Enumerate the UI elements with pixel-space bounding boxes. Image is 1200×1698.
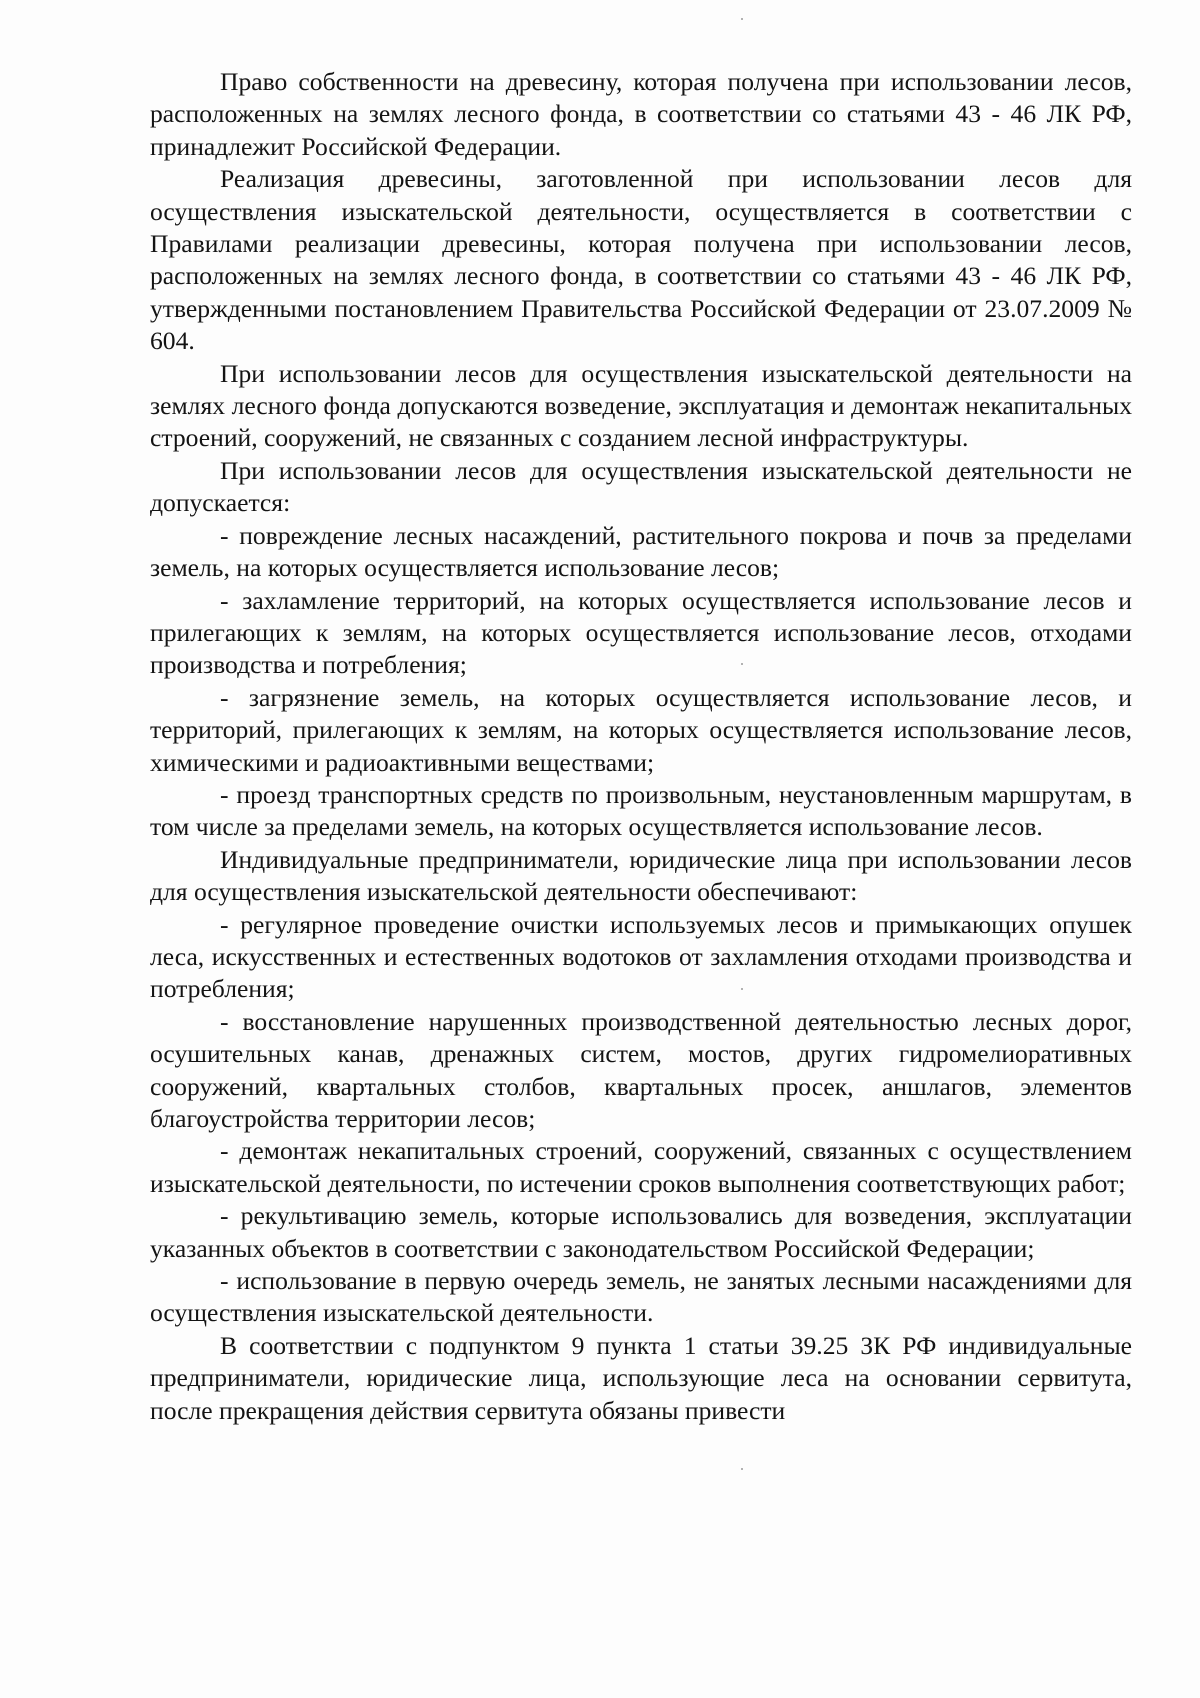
scan-speck: [741, 18, 743, 20]
paragraph-servitude: В соответствии с подпунктом 9 пункта 1 статьи 39.25 ЗК РФ индивидуальные предприниматели, юридические лица, использующие леса на основании сервитута, после прекращения действия сервитута обязаны привести: [150, 1330, 1132, 1425]
paragraph-timber-ownership: Право собственности на древесину, которая получена при использовании лесов, расположенных на землях лесного фонда, в соответствии со статьями 43 - 46 ЛК РФ, принадлежит Российской Федерации.: [150, 67, 1132, 161]
paragraph-timber-sale: Реализация древесины, заготовленной при использовании лесов для осуществления изыскательской деятельности, осуществляется в соответствии с Правилами реализации древесины, которая получена при использовании лесов, расположенных на землях лесного фонда, в соответствии со статьями 43 - 46 ЛК РФ, утвержденными постановлением Правительства Российской Федерации от 23.07.2009 № 604.: [150, 164, 1132, 356]
list-item-obligation: - регулярное проведение очистки используемых лесов и примыкающих опушек леса, искусственных и естественных водотоков от захламления отходами производства и потребления;: [150, 909, 1132, 1004]
list-item-obligation: - использование в первую очередь земель, не занятых лесными насаждениями для осуществления изыскательской деятельности.: [150, 1266, 1132, 1328]
list-item-prohibition: - загрязнение земель, на которых осуществляется использование лесов, и территорий, прилегающих к землям, на которых осуществляется использование лесов, химическими и радиоактивными веществами;: [150, 682, 1132, 777]
list-item-prohibition: - захламление территорий, на которых осуществляется использование лесов и прилегающих к землям, на которых осуществляется использование лесов, отходами производства и потребления;: [150, 585, 1132, 680]
paragraph-allowed-structures: При использовании лесов для осуществления изыскательской деятельности на землях лесного фонда допускаются возведение, эксплуатация и демонтаж некапитальных строений, сооружений, не связанных с созданием лесной инфраструктуры.: [150, 358, 1132, 453]
list-item-prohibition: - повреждение лесных насаждений, растительного покрова и почв за пределами земель, на которых осуществляется использование лесов;: [150, 520, 1132, 583]
paragraph-obligations-intro: Индивидуальные предприниматели, юридические лица при использовании лесов для осуществления изыскательской деятельности обеспечивают:: [150, 844, 1132, 907]
paragraph-prohibitions-intro: При использовании лесов для осуществления изыскательской деятельности не допускается:: [150, 455, 1132, 518]
document-body: [150, 66, 1132, 1427]
list-item-obligation: - восстановление нарушенных производственной деятельностью лесных дорог, осушительных канав, дренажных систем, мостов, других гидромелиоративных сооружений, квартальных столбов, квартальных просек, аншлагов, элементов благоустройства территории лесов;: [150, 1006, 1132, 1133]
scan-speck: [741, 1468, 743, 1470]
list-item-obligation: - рекультивацию земель, которые использовались для возведения, эксплуатации указанных объектов в соответствии с законодательством Российской Федерации;: [150, 1201, 1132, 1263]
list-item-prohibition: - проезд транспортных средств по произвольным, неустановленным маршрутам, в том числе за пределами земель, на которых осуществляется использование лесов.: [150, 779, 1132, 842]
list-item-obligation: - демонтаж некапитальных строений, сооружений, связанных с осуществлением изыскательской деятельности, по истечении сроков выполнения соответствующих работ;: [150, 1136, 1132, 1198]
